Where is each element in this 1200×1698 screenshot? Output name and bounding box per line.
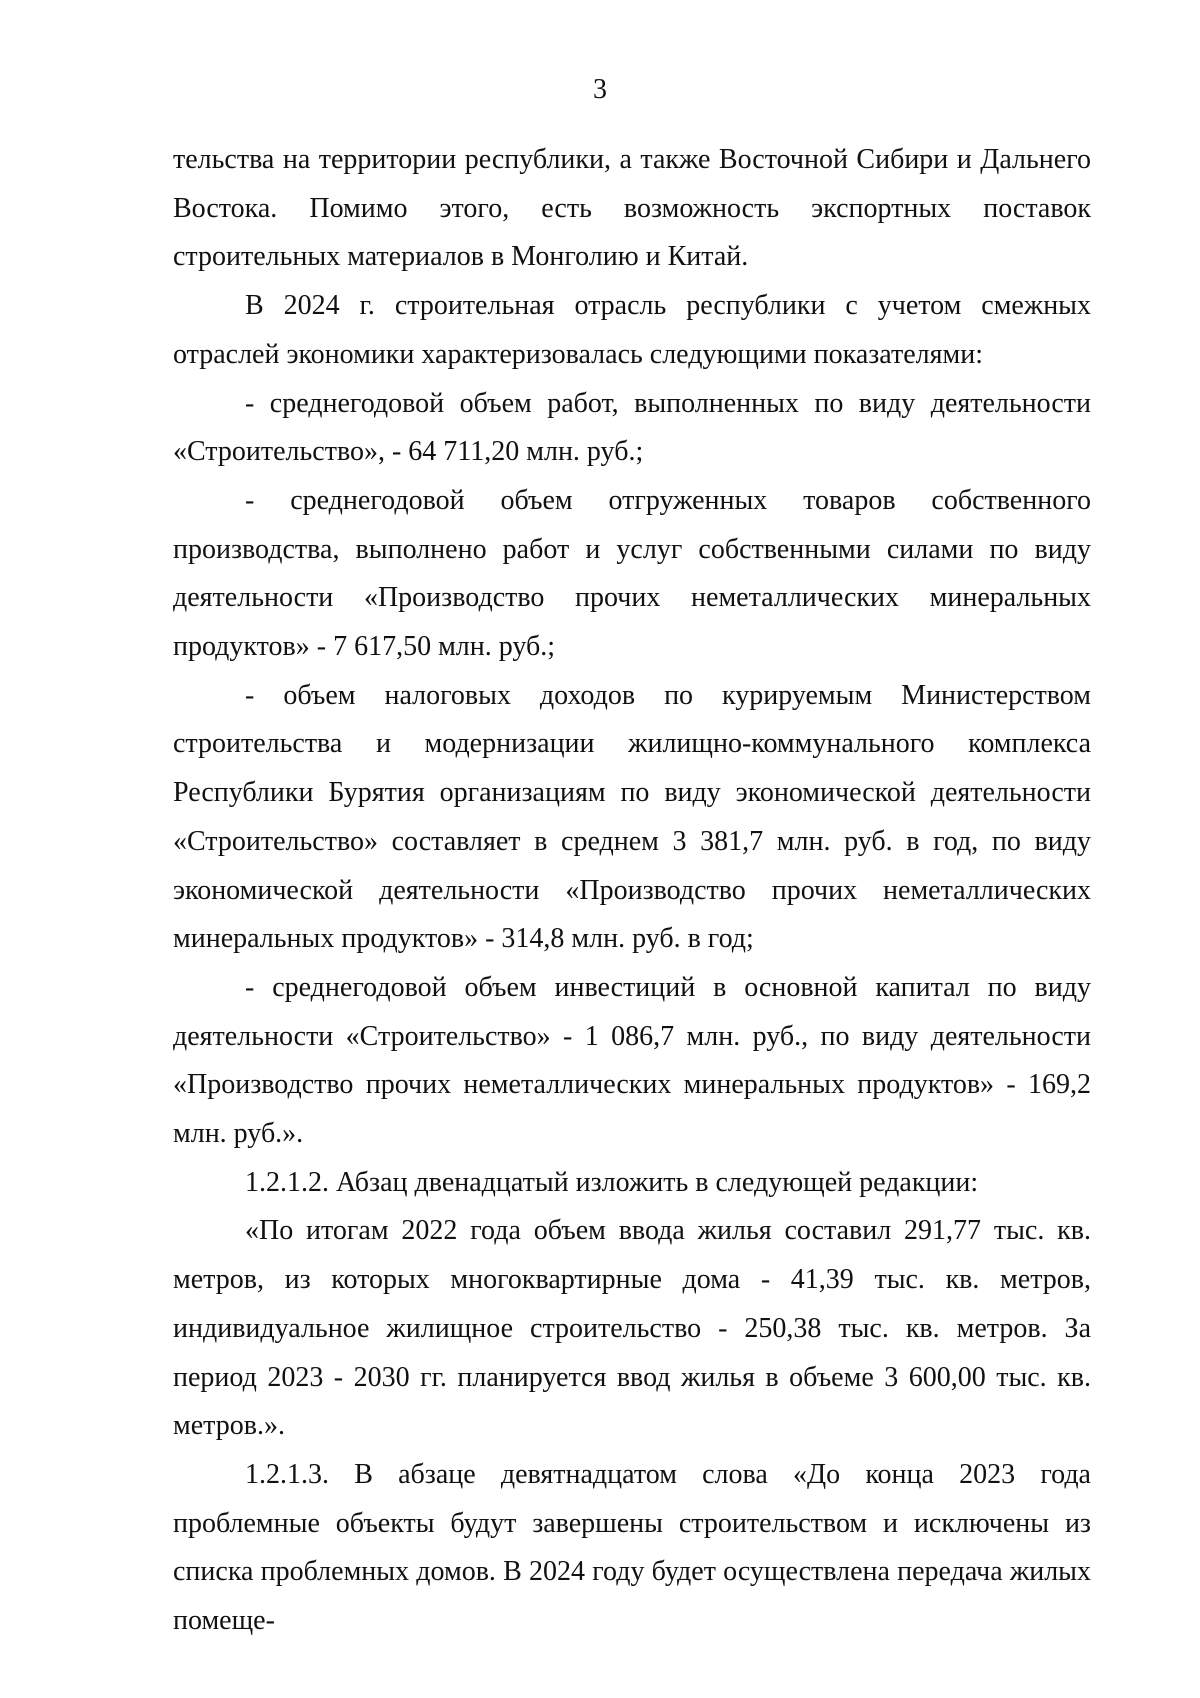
paragraph-continuation: тельства на территории республики, а также Восточной Сибири и Дальнего Востока. Помимо этого, есть возможность экспортных поставок строительных материалов в Монголию и Китай.	[173, 144, 1091, 273]
paragraph-construction-volume: - среднегодовой объем работ, выполненных по виду деятельности «Строительство», - 64 711,20 млн. руб.;	[173, 387, 1091, 468]
paragraph-indicators-intro: В 2024 г. строительная отрасль республики с учетом смежных отраслей экономики характеризовалась следующими показателями:	[173, 290, 1091, 370]
paragraph-item-1-2-1-2: 1.2.1.2. Абзац двенадцатый изложить в следующей редакции:	[245, 1166, 979, 1198]
page-number: 3	[593, 74, 607, 105]
document-body	[173, 136, 1091, 1646]
paragraph-shipped-goods: - среднегодовой объем отгруженных товаров собственного производства, выполнено работ и услуг собственными силами по виду деятельности «Производство прочих неметаллических минеральных продуктов» - 7 617,50 млн. руб.;	[173, 484, 1091, 663]
paragraph-housing-commissioning: «По итогам 2022 года объем ввода жилья составил 291,77 тыс. кв. метров, из которых многоквартирные дома - 41,39 тыс. кв. метров, индивидуальное жилищное строительство - 250,38 тыс. кв. метров. За период 2023 - 2030 гг. планируется ввод жилья в объеме 3 600,00 тыс. кв. метров.».	[173, 1215, 1091, 1442]
paragraph-investments: - среднегодовой объем инвестиций в основной капитал по виду деятельности «Строительство» - 1 086,7 млн. руб., по виду деятельности «Производство прочих неметаллических минеральных продуктов» - 169,2 млн. руб.».	[173, 971, 1091, 1150]
paragraph-tax-revenue: - объем налоговых доходов по курируемым Министерством строительства и модернизации жилищно-коммунального комплекса Республики Бурятия организациям по виду экономической деятельности «Строительство» составляет в среднем 3 381,7 млн. руб. в год, по виду экономической деятельности «Производство прочих неметаллических минеральных продуктов» - 314,8 млн. руб. в год;	[173, 679, 1091, 955]
paragraph-item-1-2-1-3: 1.2.1.3. В абзаце девятнадцатом слова «До конца 2023 года проблемные объекты будут завершены строительством и исключены из списка проблемных домов. В 2024 году будет осуществлена передача жилых помеще-	[173, 1458, 1091, 1637]
